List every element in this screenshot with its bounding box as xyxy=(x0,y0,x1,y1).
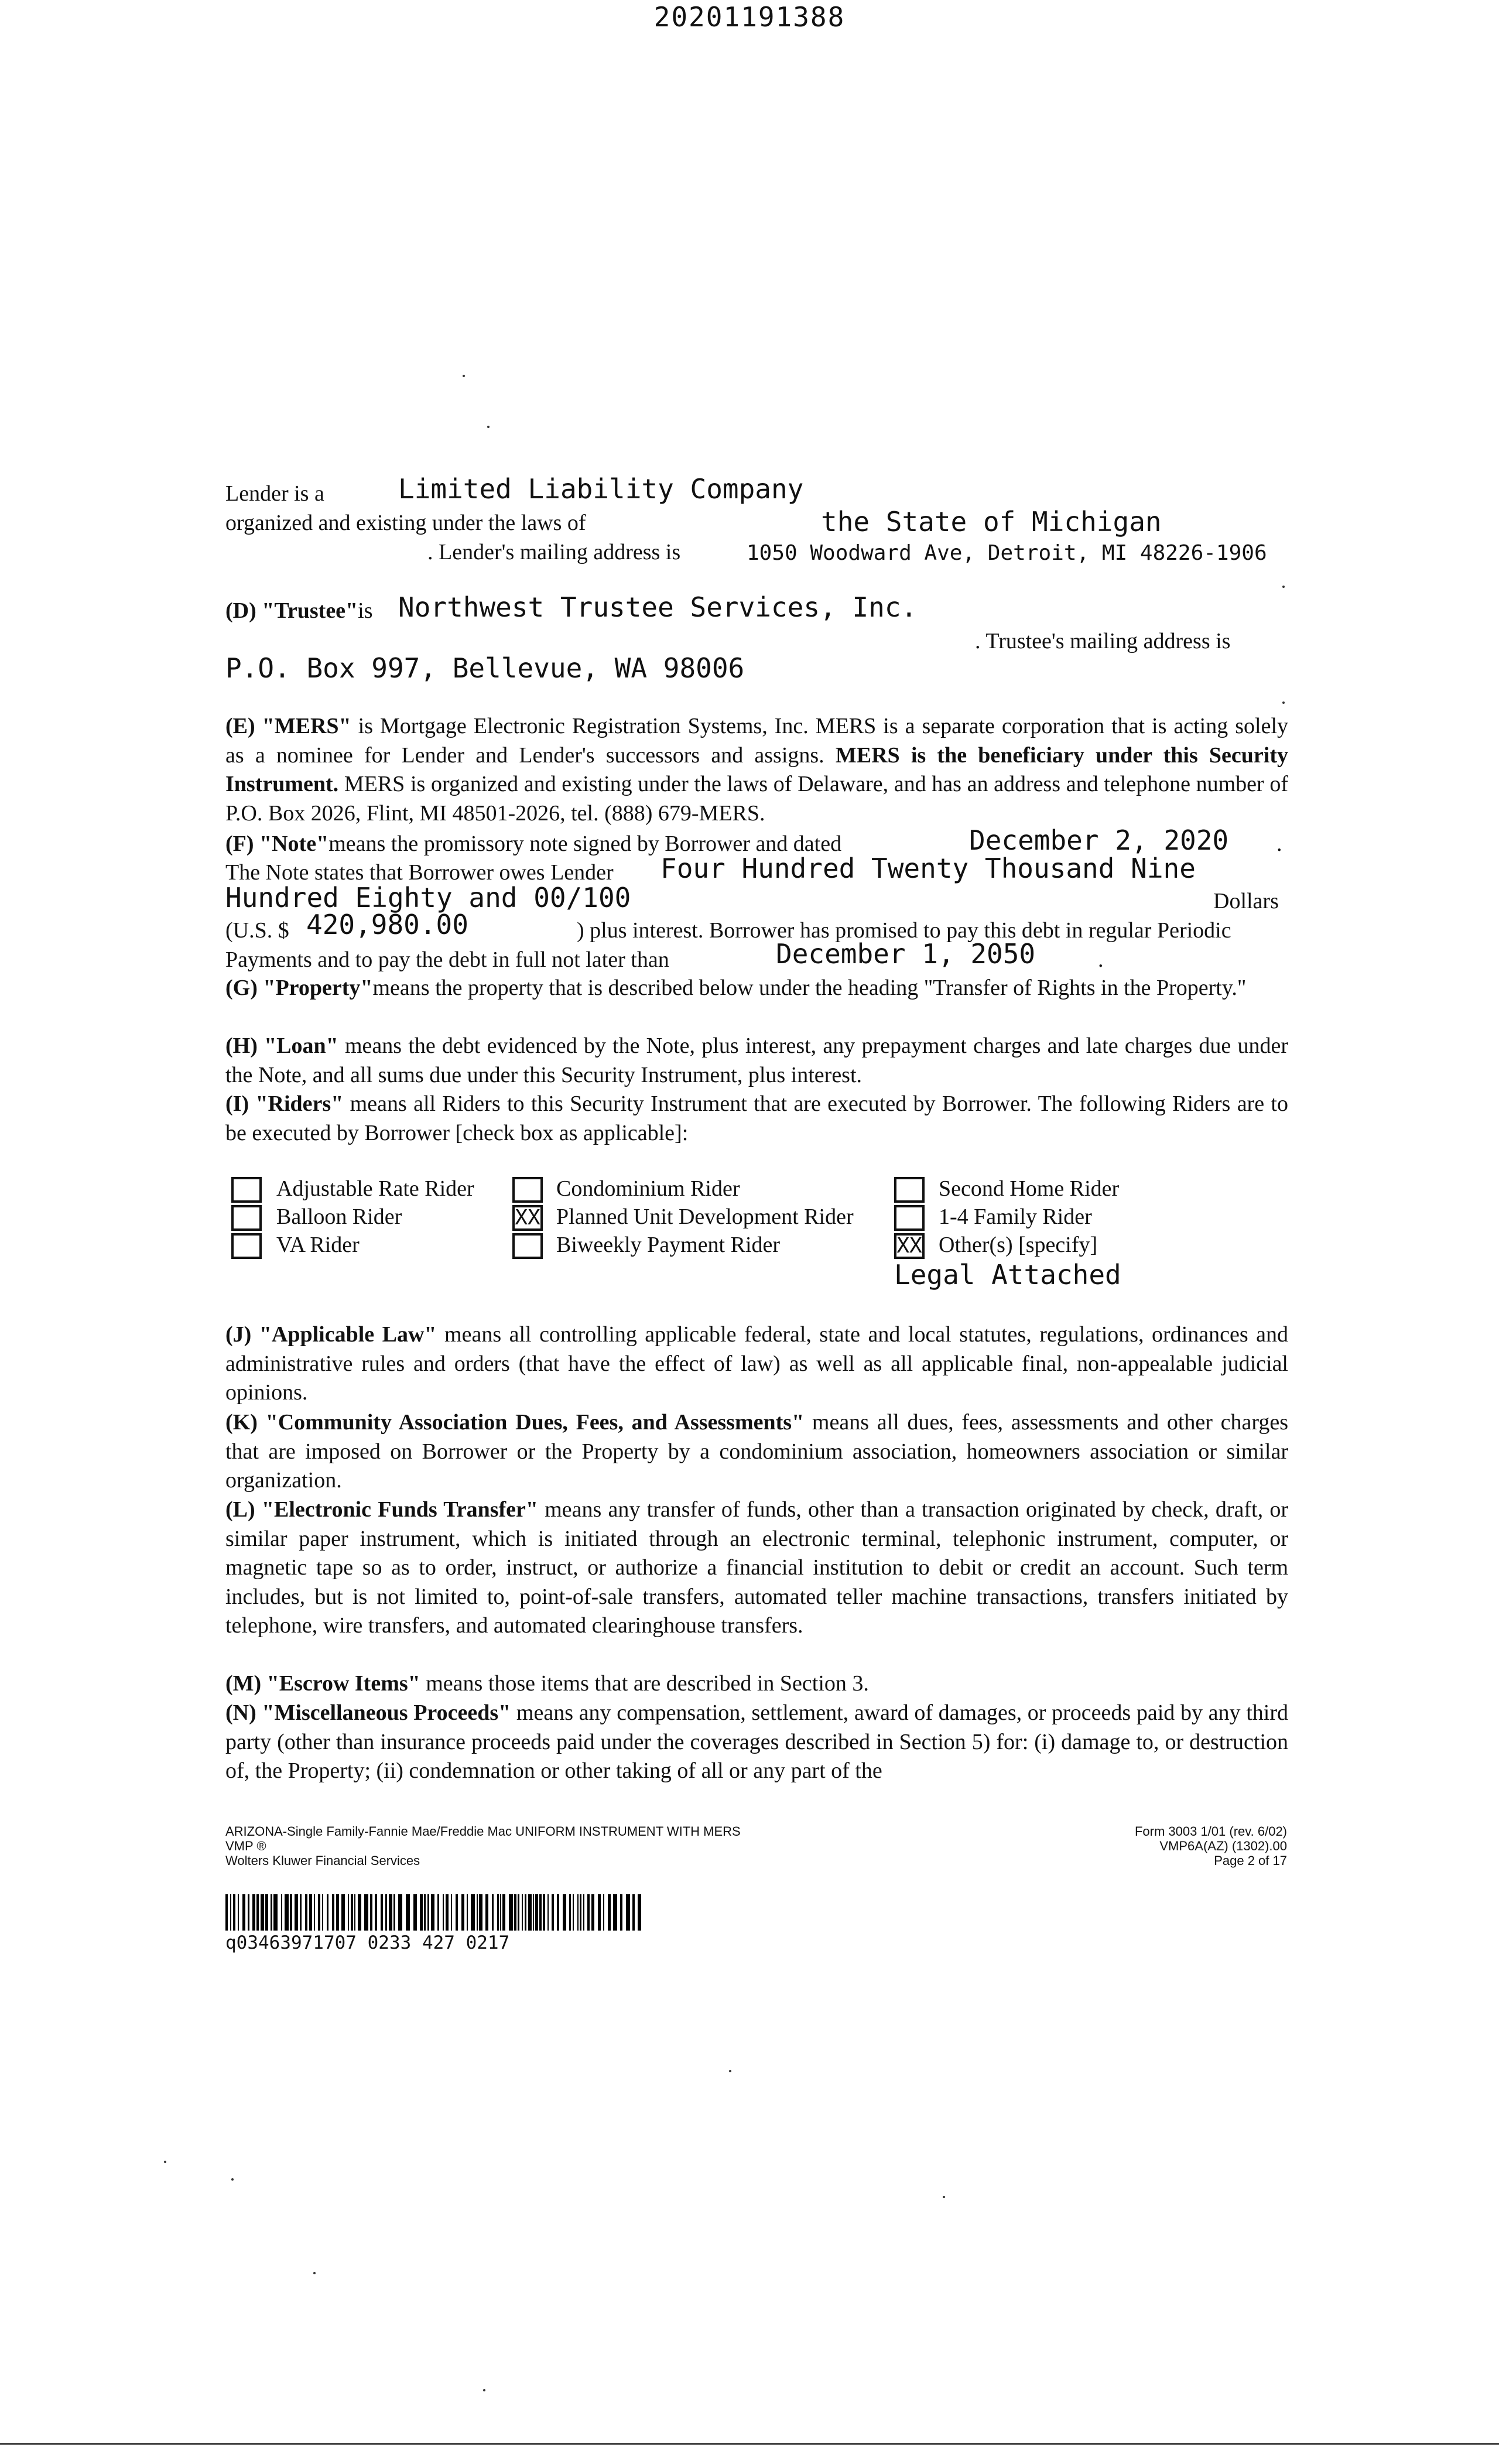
barcode-bar xyxy=(295,1894,298,1931)
barcode-bar xyxy=(389,1894,392,1931)
mers-paragraph xyxy=(225,712,1288,828)
barcode-bar xyxy=(500,1894,501,1931)
barcode-bar xyxy=(341,1894,345,1931)
barcode-bar xyxy=(300,1894,302,1931)
barcode-bar xyxy=(535,1894,538,1931)
checkbox-biweekly-payment-rider[interactable] xyxy=(512,1233,543,1259)
checkbox-second-home-rider[interactable] xyxy=(894,1177,925,1203)
scan-speck xyxy=(313,2272,316,2274)
misc-proceeds-text: means any compensation, settlement, award of damages, or proceeds paid by any third party (other than insurance proceeds paid under the coverages described in Section 5) for: (i) damage to, or destruction of, the Property; (ii) condemnation or other taking of all or any part of the xyxy=(225,1700,1288,1783)
barcode-bar xyxy=(242,1894,245,1931)
trustee-name: Northwest Trustee Services, Inc. xyxy=(398,591,918,623)
checkbox-va-rider[interactable] xyxy=(231,1233,262,1259)
scan-speck xyxy=(164,2161,166,2163)
rider-label-second-home: Second Home Rider xyxy=(939,1176,1120,1201)
footer-form-title: ARIZONA-Single Family-Fannie Mae/Freddie Mac UNIFORM INSTRUMENT WITH MERS xyxy=(225,1824,741,1839)
note-label: (F) "Note" xyxy=(225,831,329,856)
barcode-bar xyxy=(238,1894,239,1931)
community-association-paragraph xyxy=(225,1408,1288,1495)
barcode-bar xyxy=(305,1894,307,1931)
rider-label-other: Other(s) [specify] xyxy=(939,1233,1098,1257)
barcode-bar xyxy=(626,1894,630,1931)
mers-text-1: is Mortgage Electronic Registration Systems, Inc. MERS is a separate corporation that is acting solely as a nominee for Lender and Lender's successors and assigns. xyxy=(225,714,1289,768)
mers-text-2: MERS is organized and existing under the laws of Delaware, and has an address and telephone number of P.O. Box 2026, Flint, MI 48501-2026, tel. (888) 679-MERS. xyxy=(225,772,1288,826)
barcode-bar xyxy=(467,1894,468,1931)
barcode-bar xyxy=(569,1894,571,1931)
barcode-bar xyxy=(381,1894,383,1931)
note-amount-words-2: Hundred Eighty and 00/100 xyxy=(225,882,631,913)
riders-label: (I) "Riders" xyxy=(225,1091,344,1116)
checkbox-1-4-family-rider[interactable] xyxy=(894,1205,925,1231)
loan-label: (H) "Loan" xyxy=(225,1033,338,1058)
barcode-bar xyxy=(431,1894,434,1931)
barcode-bar xyxy=(509,1894,513,1931)
barcode-number: q03463971707 0233 427 0217 xyxy=(225,1932,510,1953)
checkbox-balloon-rider[interactable] xyxy=(231,1205,262,1231)
community-association-label: (K) "Community Association Dues, Fees, and Assessments" xyxy=(225,1410,805,1435)
checkbox-mark: XX xyxy=(896,1234,922,1258)
escrow-items-label: (M) "Escrow Items" xyxy=(225,1671,420,1696)
note-amount-words-1: Four Hundred Twenty Thousand Nine xyxy=(660,853,1196,884)
scan-speck xyxy=(729,2070,731,2072)
other-rider-specify: Legal Attached xyxy=(894,1259,1121,1291)
barcode-bar xyxy=(413,1894,417,1931)
barcode-bar xyxy=(598,1894,601,1931)
loan-text: means the debt evidenced by the Note, plus interest, any prepayment charges and late charges due under the Note, and all sums due under this Security Instrument, plus interest. xyxy=(225,1033,1288,1087)
barcode-bar xyxy=(613,1894,617,1931)
barcode-bar xyxy=(522,1894,523,1931)
barcode-bar xyxy=(632,1894,635,1931)
barcode-bar xyxy=(314,1894,315,1931)
barcode-bar xyxy=(427,1894,429,1931)
mers-label: (E) "MERS" xyxy=(225,714,351,738)
barcode-bar xyxy=(638,1894,641,1931)
barcode-bar xyxy=(446,1894,449,1931)
checkbox-mark: XX xyxy=(515,1206,540,1230)
rider-label-balloon: Balloon Rider xyxy=(276,1204,402,1229)
lender-mailing-label: . Lender's mailing address is xyxy=(427,540,681,564)
barcode-bar xyxy=(273,1894,278,1931)
note-dollars: Dollars xyxy=(1213,889,1279,913)
barcode-bar xyxy=(557,1894,559,1931)
note-date: December 2, 2020 xyxy=(969,824,1229,856)
scan-speck xyxy=(1282,586,1285,588)
escrow-items-paragraph xyxy=(225,1669,1288,1699)
riders-text: means all Riders to this Security Instrument that are executed by Borrower. The following Riders are to be executed by Borrower [check box as applicable]: xyxy=(225,1091,1288,1145)
footer-form-number: Form 3003 1/01 (rev. 6/02) xyxy=(1134,1824,1287,1839)
lender-prefix: Lender is a xyxy=(225,481,324,506)
barcode-bar xyxy=(552,1894,554,1931)
trustee-label-bold: (D) "Trustee" xyxy=(225,598,358,623)
barcode-bar xyxy=(318,1894,320,1931)
barcode-bar xyxy=(385,1894,387,1931)
escrow-items-text: means those items that are described in Section 3. xyxy=(420,1671,869,1696)
barcode-bar xyxy=(309,1894,312,1931)
barcode-bar xyxy=(370,1894,372,1931)
loan-paragraph xyxy=(225,1032,1288,1090)
applicable-law-paragraph xyxy=(225,1320,1288,1408)
barcode-bar xyxy=(461,1894,464,1931)
barcode-bar xyxy=(451,1894,452,1931)
property-paragraph xyxy=(225,974,1288,1003)
barcode-bar xyxy=(563,1894,566,1931)
note-period: . xyxy=(1276,831,1282,856)
trustee-label xyxy=(225,596,373,625)
barcode-bar xyxy=(580,1894,581,1931)
community-association-text: means all dues, fees, assessments and other charges that are imposed on Borrower or the Property by a condominium association, homeowners association or similar organization. xyxy=(225,1410,1288,1493)
rider-label-biweekly: Biweekly Payment Rider xyxy=(556,1233,781,1257)
barcode-bar xyxy=(393,1894,395,1931)
lender-state: the State of Michigan xyxy=(821,506,1162,538)
barcode-bar xyxy=(587,1894,590,1931)
note-text-4: Payments and to pay the debt in full not later than xyxy=(225,947,669,972)
barcode-bar xyxy=(375,1894,377,1931)
barcode-bar xyxy=(256,1894,259,1931)
barcode-bar xyxy=(591,1894,594,1931)
rider-label-condominium: Condominium Rider xyxy=(556,1176,740,1201)
barcode-bar xyxy=(358,1894,361,1931)
barcode-bar xyxy=(261,1894,264,1931)
scan-speck xyxy=(487,426,490,428)
electronic-funds-text: means any transfer of funds, other than a transaction originated by check, draft, or similar paper instrument, which is initiated through an electronic terminal, telephonic instrument, computer, or magnetic tape so as to order, instruct, or authorize a financial institution to debit or credit an account. Such term includes, but is not limited to, point-of-sale transfers, automated teller machine transactions, transfers initiated by telephone, wire transfers, and automated clearinghouse transfers. xyxy=(225,1497,1288,1638)
barcode-bar xyxy=(514,1894,516,1931)
barcode-bar xyxy=(471,1894,475,1931)
note-text-2: The Note states that Borrower owes Lender xyxy=(225,860,614,885)
barcode-bar xyxy=(443,1894,444,1931)
barcode-bar xyxy=(271,1894,272,1931)
barcode-bar xyxy=(351,1894,353,1931)
barcode-bar xyxy=(479,1894,482,1931)
barcode-bar xyxy=(525,1894,526,1931)
barcode-bar xyxy=(543,1894,545,1931)
checkbox-other-rider[interactable] xyxy=(894,1233,925,1259)
barcode-bar xyxy=(492,1894,494,1931)
property-label: (G) "Property" xyxy=(225,976,373,1000)
scan-speck xyxy=(1282,701,1285,704)
barcode-bar xyxy=(620,1894,622,1931)
lender-type: Limited Liability Company xyxy=(398,473,804,505)
checkbox-condominium-rider[interactable] xyxy=(512,1177,543,1203)
barcode-bar xyxy=(225,1894,228,1931)
misc-proceeds-paragraph xyxy=(225,1699,1288,1786)
barcode-bar xyxy=(528,1894,532,1931)
scan-speck xyxy=(943,2196,945,2198)
trustee-is: is xyxy=(358,598,373,623)
barcode-bar xyxy=(233,1894,235,1931)
barcode-bar xyxy=(281,1894,282,1931)
barcode-bar xyxy=(424,1894,426,1931)
footer-vmp: VMP ® xyxy=(225,1839,266,1853)
note-amount: 420,980.00 xyxy=(306,909,468,940)
rider-label-pud: Planned Unit Development Rider xyxy=(556,1204,854,1229)
electronic-funds-paragraph xyxy=(225,1495,1288,1641)
barcode-bar xyxy=(285,1894,289,1931)
note-maturity-period: . xyxy=(1098,947,1104,972)
lender-mailing-address: 1050 Woodward Ave, Detroit, MI 48226-1906 xyxy=(747,541,1267,565)
lender-organized-label: organized and existing under the laws of xyxy=(225,511,586,535)
misc-proceeds-label: (N) "Miscellaneous Proceeds" xyxy=(225,1700,511,1725)
rider-label-1-4-family: 1-4 Family Rider xyxy=(939,1204,1092,1229)
barcode-bar xyxy=(322,1894,323,1931)
riders-paragraph xyxy=(225,1090,1288,1148)
barcode-bar xyxy=(290,1894,292,1931)
barcode-bar xyxy=(420,1894,423,1931)
barcode-bar xyxy=(336,1894,339,1931)
property-text: means the property that is described below under the heading "Transfer of Rights in the Property." xyxy=(372,976,1247,1000)
barcode-bar xyxy=(364,1894,368,1931)
footer-page-number: Page 2 of 17 xyxy=(1214,1853,1287,1868)
barcode-bar xyxy=(502,1894,505,1931)
barcode-bar xyxy=(603,1894,604,1931)
barcode-bar xyxy=(456,1894,458,1931)
footer-publisher: Wolters Kluwer Financial Services xyxy=(225,1853,420,1868)
scan-speck xyxy=(483,2389,485,2391)
barcode-bar xyxy=(248,1894,249,1931)
barcode-bar xyxy=(577,1894,579,1931)
barcode-bar xyxy=(348,1894,349,1931)
barcode-bar xyxy=(354,1894,355,1931)
scan-speck xyxy=(463,375,465,377)
barcode-bar xyxy=(547,1894,549,1931)
barcode-bar xyxy=(533,1894,534,1931)
barcode-bar xyxy=(573,1894,574,1931)
barcode-bar xyxy=(252,1894,255,1931)
barcode-bar xyxy=(398,1894,402,1931)
note-text-3: ) plus interest. Borrower has promised to pay this debt in regular Periodic xyxy=(577,918,1231,943)
note-maturity: December 1, 2050 xyxy=(776,938,1036,970)
recording-number: 20201191388 xyxy=(653,1,846,33)
barcode-bar xyxy=(230,1894,231,1931)
rider-label-adjustable-rate: Adjustable Rate Rider xyxy=(276,1176,474,1201)
trustee-mailing-label: . Trustee's mailing address is xyxy=(975,629,1231,653)
barcode-bar xyxy=(437,1894,439,1931)
checkbox-adjustable-rate-rider[interactable] xyxy=(231,1177,262,1203)
barcode-bar xyxy=(406,1894,410,1931)
electronic-funds-label: (L) "Electronic Funds Transfer" xyxy=(225,1497,538,1522)
barcode-bar xyxy=(608,1894,611,1931)
scan-speck xyxy=(231,2178,234,2181)
trustee-address: P.O. Box 997, Bellevue, WA 98006 xyxy=(225,652,745,684)
rider-label-va: VA Rider xyxy=(276,1233,360,1257)
applicable-law-text: means all controlling applicable federal, state and local statutes, regulations, ordinances and administrative rules and orders (that have the effect of law) as well as all applicable final, non-appealable judicial opinions. xyxy=(225,1322,1288,1405)
barcode-bar xyxy=(332,1894,334,1931)
barcode-bar xyxy=(539,1894,542,1931)
barcode-bar xyxy=(583,1894,584,1931)
mers-bold-text: MERS is the beneficiary under this Security Instrument. xyxy=(225,742,1289,796)
barcode-bar xyxy=(265,1894,268,1931)
barcode-bar xyxy=(327,1894,328,1931)
note-us-prefix: (U.S. $ xyxy=(225,918,289,943)
note-text-1: means the promissory note signed by Borrower and dated xyxy=(328,831,842,856)
barcode-bar xyxy=(485,1894,488,1931)
barcode-bar xyxy=(497,1894,499,1931)
footer-vmp-code: VMP6A(AZ) (1302).00 xyxy=(1159,1839,1287,1853)
scan-bottom-edge xyxy=(0,2443,1499,2445)
barcode-bar xyxy=(518,1894,519,1931)
checkbox-pud-rider[interactable] xyxy=(512,1205,543,1231)
barcode-bar xyxy=(477,1894,478,1931)
applicable-law-label: (J) "Applicable Law" xyxy=(225,1322,437,1347)
